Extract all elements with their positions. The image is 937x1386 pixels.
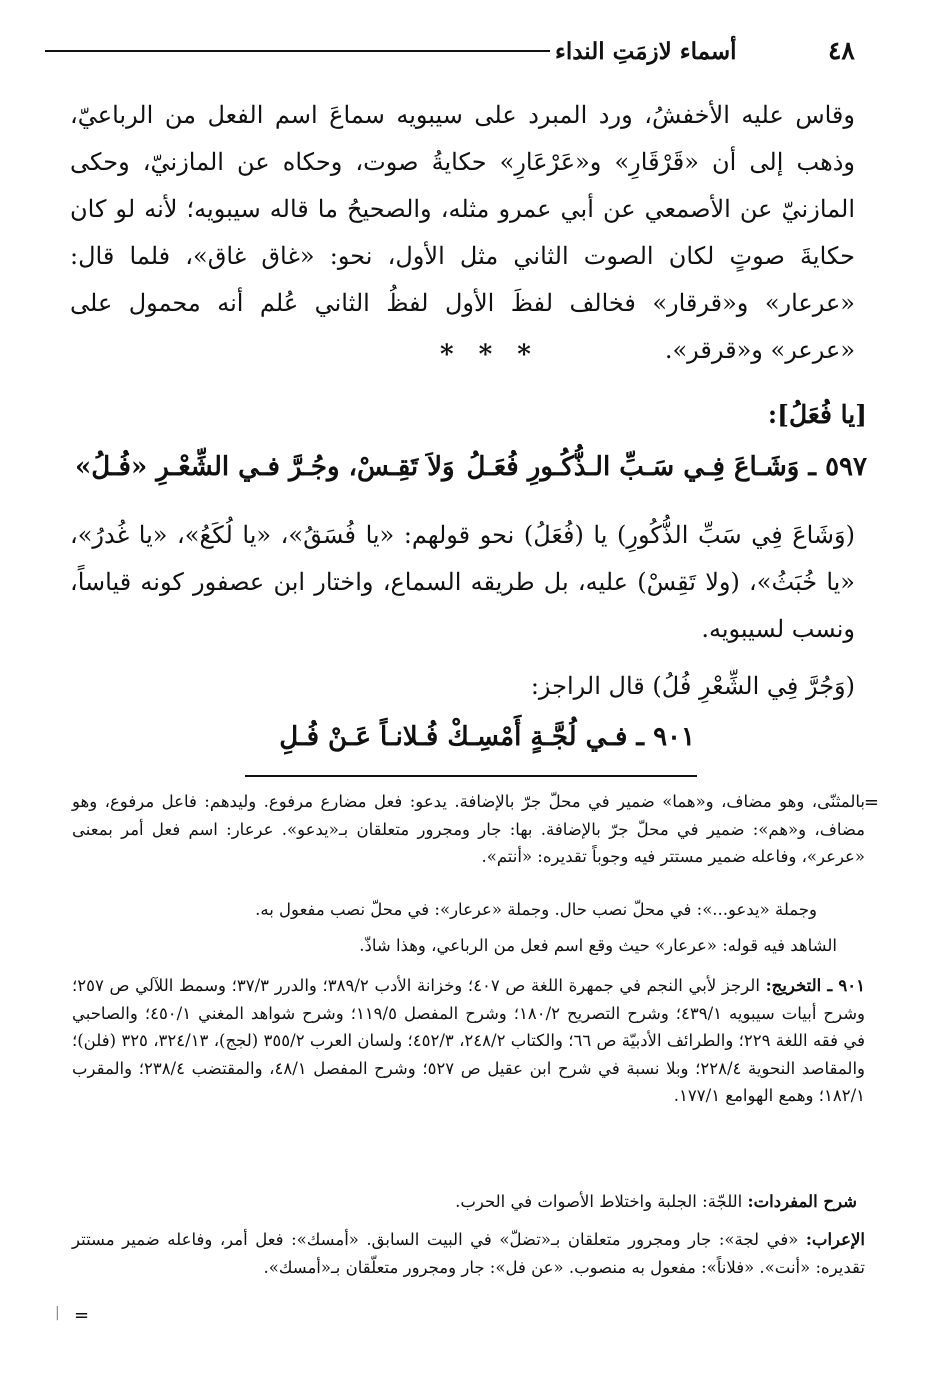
irab-label: الإعراب: (805, 1230, 865, 1249)
footnote-irab (72, 1226, 865, 1281)
footnote-shahid: الشاهد فيه قوله: «عرعار» حيث وقع اسم فعل من الرباعي، وهذا شاذّ. (359, 936, 837, 955)
footnote-continuation-end-mark: = (74, 1305, 90, 1326)
takhrij-label: ٩٠١ ـ التخريج: (765, 976, 865, 995)
section-heading: [يا فُعَلُ]: (767, 400, 867, 429)
body-paragraph-2: (وَشَاعَ فِي سَبِّ الذُّكُورِ) يا (فُعَلُ) نحو قولهم: «يا فُسَقُ»، «يا لُكَعُ»، «يا غُدرُ»، «يا خُبَثُ»، (ولا تَقِسْ) عليه، بل طريقه السماع، واختار ابن عصفور كونه قياساً، ونسب لسيبويه. (70, 521, 855, 643)
verse-597-second-hemistich: وَلاَ تَقِـسْ، وجُـرَّ فـي الشِّعْـرِ «فُـلُ» (75, 452, 455, 482)
irab-text: «في لجة»: جار ومجرور متعلقان بـ«تضلّ» في البيت السابق. «أمسك»: فعل أمر، وفاعله ضمير مستتر تقديره: «أنت». «فلاناً»: مفعول به منصوب. «عن فل»: جار ومجرور متعلّقان بـ«أمسك». (72, 1230, 865, 1277)
footnote-continued: بالمثنّى، وهو مضاف، و«هما» ضمير في محلّ جرّ بالإضافة. يدعو: فعل مضارع مرفوع. وليدهم: فاعل مرفوع، وهو مضاف، و«هم»: ضمير في محلّ جرّ بالإضافة. بها: جار ومجرور متعلقان بـ«يدعو». عرعار: اسم فعل أمر بمعنى «عرعر»، وفاعله ضمير مستتر فيه وجوباً تقديره: «أنتم». (72, 792, 865, 866)
footnote-sentence: وجملة «يدعو...»: في محلّ نصب حال. وجملة «عرعار»: في محلّ نصب مفعول به. (255, 900, 817, 919)
footnote-mufradat (72, 1188, 857, 1216)
footnote-continuation-start-mark: = (863, 792, 879, 813)
takhrij-text: الرجز لأبي النجم في جمهرة اللغة ص ٤٠٧؛ وخزانة الأدب ٣٨٩/٢؛ والدرر ٣٧/٣؛ وسمط اللآلي ص ٢٥٧؛ وشرح أبيات سيبويه ٤٣٩/١؛ وشرح التصريح ١٨٠/٢؛ وشرح المفصل ١١٩/٥؛ وشرح شواهد المغني ٤٥٠/١؛ والصاحبي في فقه اللغة ٢٢٩؛ والطرائف الأدبيّة ص ٦٦؛ والكتاب ٢٤٨/٢، ٤٥٢/٣؛ ولسان العرب ٣٥٥/٢ (لجج)، ٣٢٤/١٣، ٣٢٥ (فلن)؛ والمقاصد النحوية ٢٢٨/٤؛ وبلا نسبة في شرح ابن عقيل ص ٥٢٧؛ وشرح المفصل ٤٨/١، والمقتضب ٢٣٨/٤؛ والمقرب ١٨٢/١؛ وهمع الهوامع ١٧٧/١. (72, 976, 865, 1105)
verse-597-first-hemistich: ٥٩٧ ـ وَشَـاعَ فِـي سَـبِّ الـذُّكُـورِ فُعَـلُ (466, 452, 867, 482)
mufradat-label: شرح المفردات: (747, 1192, 857, 1211)
footnote-takhrij (72, 972, 865, 1110)
page-number: ٤٨ (828, 36, 855, 65)
section-separator: * * * (440, 340, 539, 370)
verse-rule (245, 775, 697, 777)
running-title: أسماء لازمَتِ النداء (555, 38, 737, 65)
verse-901: ٩٠١ ـ فـي لُجَّـةٍ أَمْسِـكْ فُـلانـاً عَـنْ فُـلِ (279, 722, 695, 752)
body-paragraph-3: (وَجُرَّ فِي الشِّعْرِ فُلُ) قال الراجز: (530, 672, 855, 700)
margin-tick: | (55, 1305, 60, 1321)
mufradat-text: اللجّة: الجلبة واختلاط الأصوات في الحرب. (455, 1192, 743, 1211)
header-rule (45, 50, 550, 52)
body-paragraph-1: وقاس عليه الأخفشُ، ورد المبرد على سيبويه سماعَ اسم الفعل من الرباعيّ، وذهب إلى أن «قَرْقَارِ» و«عَرْعَارِ» حكايةُ صوت، وحكاه عن المازنيّ، وحكى المازنيّ عن الأصمعي عن أبي عمرو مثله، والصحيحُ ما قاله سيبويه؛ لأنه لو كان حكايةَ صوتٍ لكان الصوت الثاني مثل الأول، نحو: «غاق غاق»، فلما قال: «عرعار» و«قرقار» فخالف لفظَ الأول لفظُ الثاني عُلم أنه محمول على «عرعر» و«قرقر». (70, 101, 855, 364)
